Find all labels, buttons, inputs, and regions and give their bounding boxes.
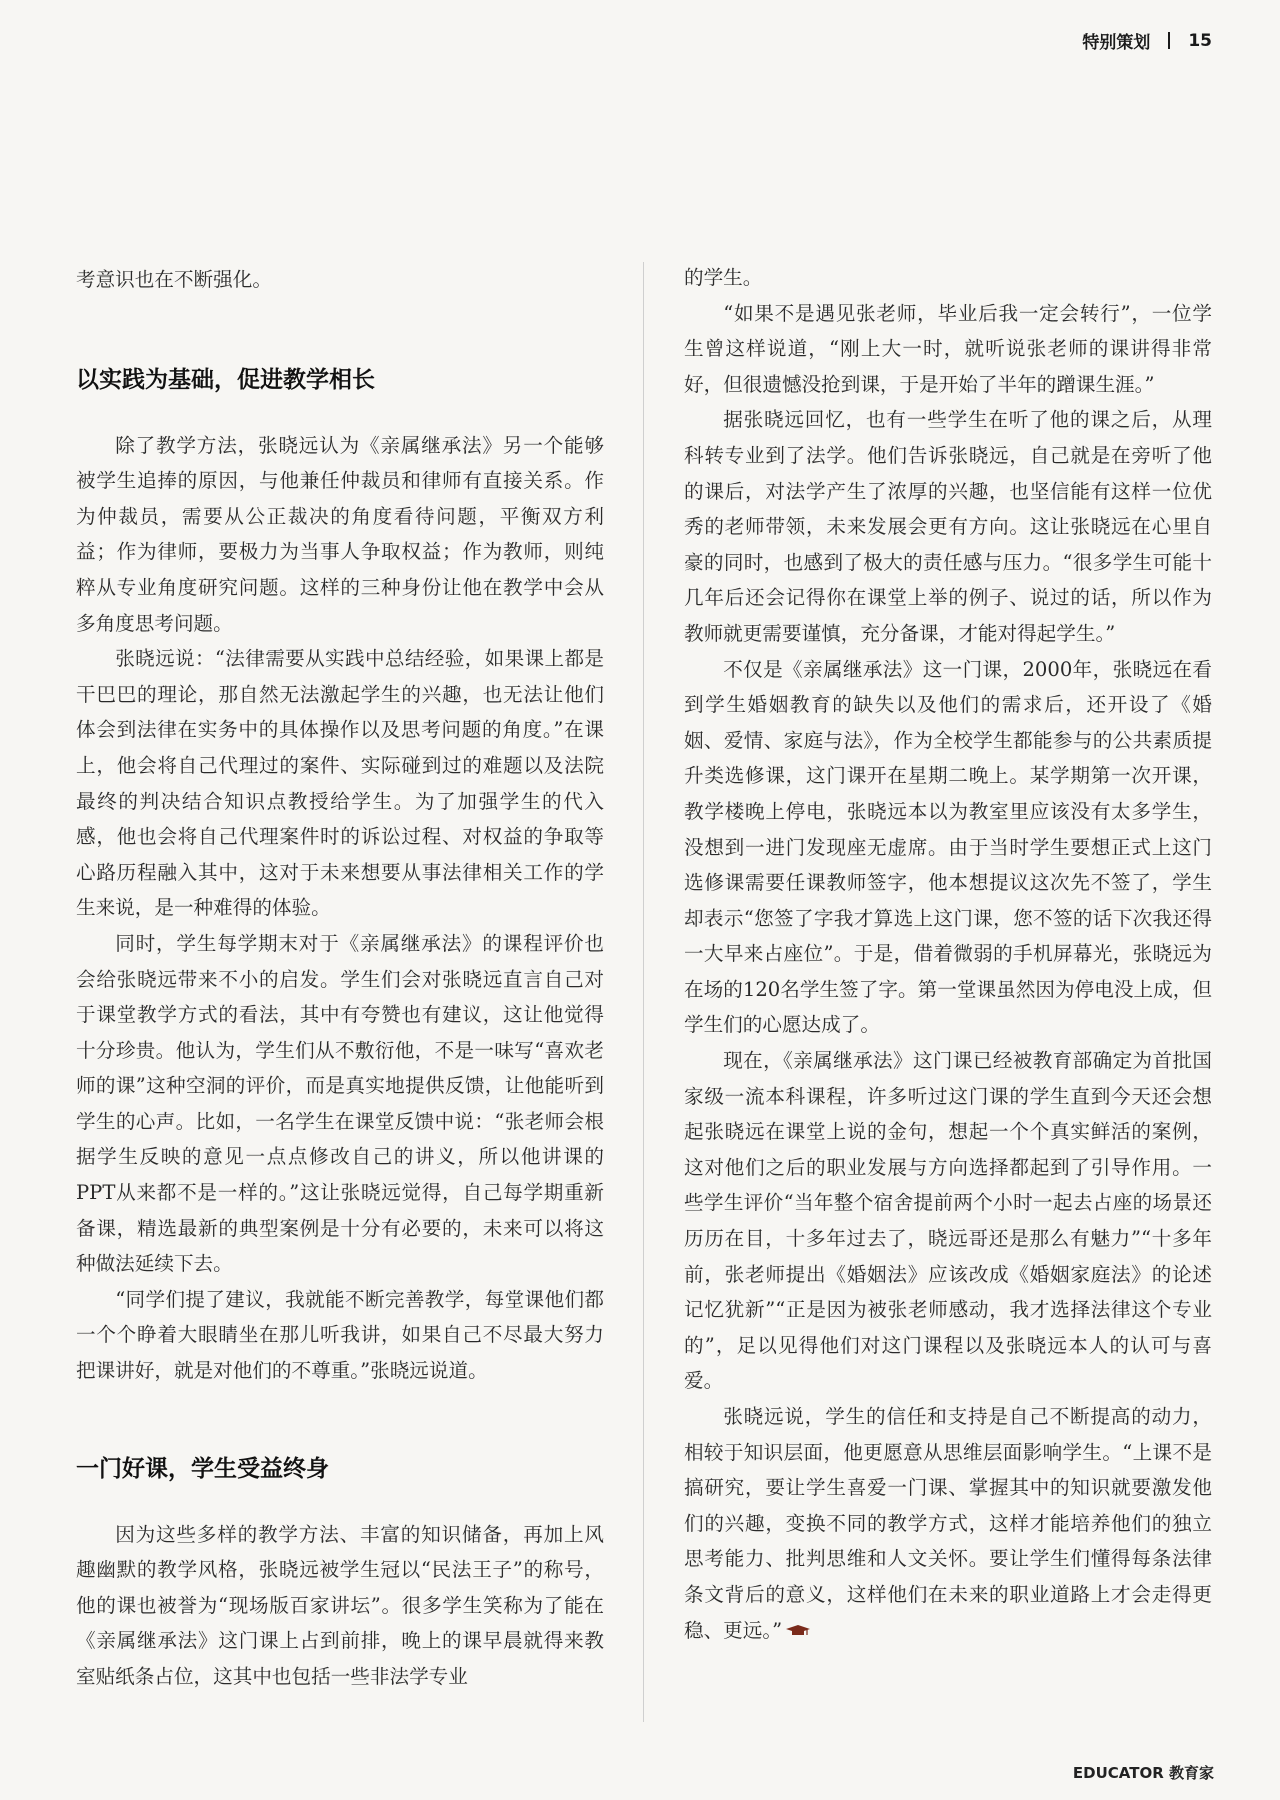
column-divider: [643, 262, 644, 1722]
paragraph-text: 张晓远说，学生的信任和支持是自己不断提高的动力，相较于知识层面，他更愿意从思维层面影响学生。“上课不是搞研究，要让学生喜爱一门课、掌握其中的知识就要激发他们的兴趣，变换不同的教学方式，这样才能培养他们的独立思考能力、批判思维和人文关怀。要让学生们懂得每条法律条文背后的意义，这样他们在未来的职业道路上才会走得更稳、更远。”: [684, 1405, 1212, 1642]
right-column: [684, 260, 1212, 1648]
page-number: 15: [1188, 30, 1212, 51]
page-footer: [1073, 1762, 1214, 1783]
section-heading: 以实践为基础，促进教学相长: [76, 366, 375, 393]
section-heading: 一门好课，学生受益终身: [76, 1455, 329, 1482]
footer-brand-en: EDUCATOR: [1072, 1764, 1164, 1782]
paragraph: 不仅是《亲属继承法》这一门课，2000年，张晓远在看到学生婚姻教育的缺失以及他们的需求后，还开设了《婚姻、爱情、家庭与法》，作为全校学生都能参与的公共素质提升类选修课，这门课开在星期二晚上。某学期第一次开课，教学楼晚上停电，张晓远本以为教室里应该没有太多学生，没想到一进门发现座无虚席。由于当时学生要想正式上这门选修课需要任课教师签字，他本想提议这次先不签了，学生却表示“您签了字我才算选上这门课，您不签的话下次我还得一大早来占座位”。于是，借着微弱的手机屏幕光，张晓远为在场的120名学生签了字。第一堂课虽然因为停电没上成，但学生们的心愿达成了。: [684, 657, 1212, 1037]
paragraph: 同时，学生每学期末对于《亲属继承法》的课程评价也会给张晓远带来不小的启发。学生们会对张晓远直言自己对于课堂教学方式的看法，其中有夸赞也有建议，这让他觉得十分珍贵。他认为，学生们从不敷衍他，不是一味写“喜欢老师的课”这种空洞的评价，而是真实地提供反馈，让他能听到学生的心声。比如，一名学生在课堂反馈中说：“张老师会根据学生反映的意见一点点修改自己的讲义，所以他讲课的PPT从来都不是一样的。”这让张晓远觉得，自己每学期重新备课，精选最新的典型案例是十分有必要的，未来可以将这种做法延续下去。: [76, 931, 604, 1276]
page-header: [1082, 28, 1212, 53]
paragraph: 据张晓远回忆，也有一些学生在听了他的课之后，从理科转专业到了法学。他们告诉张晓远，自己就是在旁听了他的课后，对法学产生了浓厚的兴趣，也坚信能有这样一位优秀的老师带领，未来发展会更有方向。这让张晓远在心里自豪的同时，也感到了极大的责任感与压力。“很多学生可能十几年后还会记得你在课堂上举的例子、说过的话，所以作为教师就更需要谨慎，充分备课，才能对得起学生。”: [684, 408, 1212, 645]
footer-brand-cn: 教育家: [1168, 1764, 1214, 1782]
paragraph: 考意识也在不断强化。: [76, 268, 272, 291]
paragraph: 的学生。: [684, 266, 763, 289]
paragraph: 张晓远说：“法律需要从实践中总结经验，如果课上都是干巴巴的理论，那自然无法激起学生的兴趣，也无法让他们体会到法律在实务中的具体操作以及思考问题的角度。”在课上，他会将自己代理过的案件、实际碰到过的难题以及法院最终的判决结合知识点教授给学生。为了加强学生的代入感，他也会将自己代理案件时的诉讼过程、对权益的争取等心路历程融入其中，这对于未来想要从事法律相关工作的学生来说，是一种难得的体验。: [76, 647, 604, 920]
section-title: 特别策划: [1082, 33, 1151, 53]
paragraph: 因为这些多样的教学方法、丰富的知识储备，再加上风趣幽默的教学风格，张晓远被学生冠以“民法王子”的称号，他的课也被誉为“现场版百家讲坛”。很多学生笑称为了能在《亲属继承法》这门课上占到前排，晚上的课早晨就得来教室贴纸条占位，这其中也包括一些非法学专业: [76, 1522, 604, 1688]
paragraph: [684, 1399, 1212, 1648]
paragraph: 现在，《亲属继承法》这门课已经被教育部确定为首批国家级一流本科课程，许多听过这门课的学生直到今天还会想起张晓远在课堂上说的金句，想起一个个真实鲜活的案例，这对他们之后的职业发展与方向选择都起到了引导作用。一些学生评价“当年整个宿舍提前两个小时一起去占座的场景还历历在目，十多年过去了，晓远哥还是那么有魅力”“十多年前，张老师提出《婚姻法》应该改成《婚姻家庭法》的论述记忆犹新”“正是因为被张老师感动，我才选择法律这个专业的”，足以见得他们对这门课程以及张晓远本人的认可与喜爱。: [684, 1049, 1212, 1393]
paragraph: 除了教学方法，张晓远认为《亲属继承法》另一个能够被学生追捧的原因，与他兼任仲裁员和律师有直接关系。作为仲裁员，需要从公正裁决的角度看待问题，平衡双方利益；作为律师，要极力为当事人争取权益；作为教师，则纯粹从专业角度研究问题。这样的三种身份让他在教学中会从多角度思考问题。: [76, 433, 604, 635]
paragraph: “如果不是遇见张老师，毕业后我一定会转行”，一位学生曾这样说道，“刚上大一时，就听说张老师的课讲得非常好，但很遗憾没抢到课，于是开始了半年的蹭课生涯。”: [684, 301, 1212, 396]
header-divider: [1168, 32, 1170, 49]
paragraph: “同学们提了建议，我就能不断完善教学，每堂课他们都一个个睁着大眼睛坐在那儿听我讲，如果自己不尽最大努力把课讲好，就是对他们的不尊重。”张晓远说道。: [76, 1287, 604, 1383]
graduation-cap-icon: [786, 1625, 810, 1637]
left-column: [76, 262, 604, 1695]
